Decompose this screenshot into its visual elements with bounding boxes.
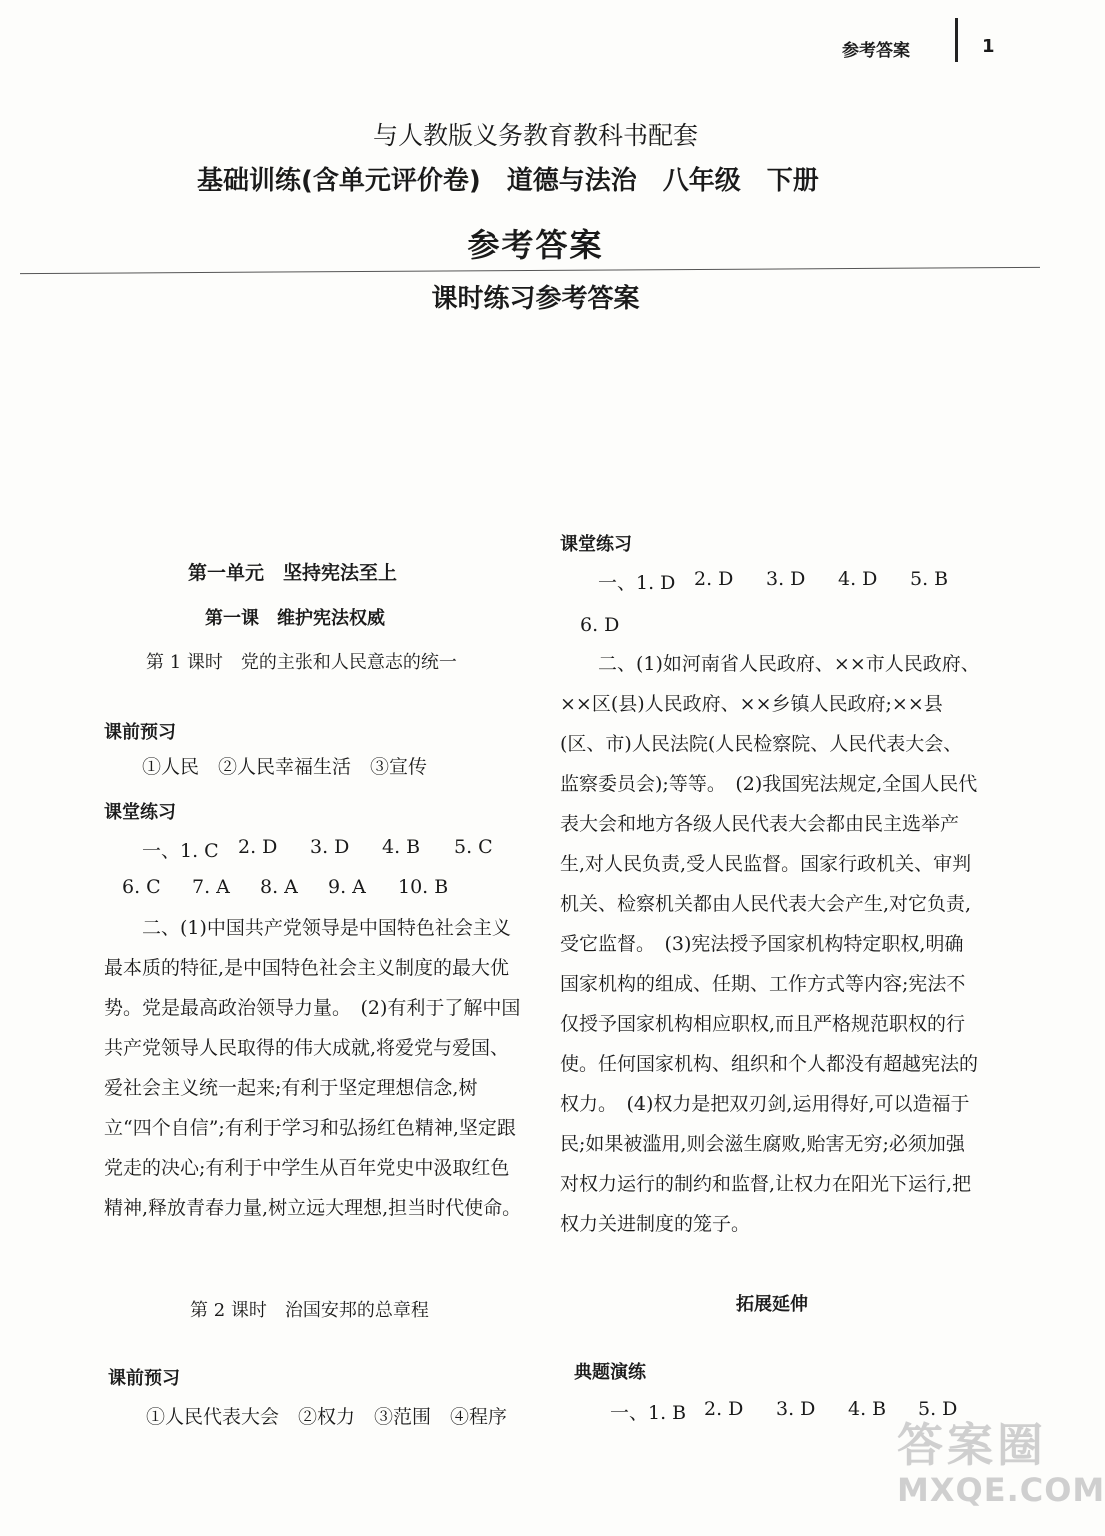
mc-answer: 5. D (918, 1398, 958, 1420)
mc-answer: 8. A (260, 876, 298, 898)
preview-answers: ①人民代表大会 ②权力 ③范围 ④程序 (146, 1406, 508, 1428)
mc-answer: 6. D (580, 614, 620, 636)
title-rule (20, 267, 1040, 274)
period-heading: 第 2 课时 治国安邦的总章程 (190, 1300, 429, 1321)
watermark-logo-text: 答案圈 (897, 1418, 1047, 1472)
short-answer-paragraph: 二、(1)中国共产党领导是中国特色社会主义最本质的特征,是中国特色社会主义制度的最大优势。党是最高政治领导力量。 (2)有利于了解中国共产党领导人民取得的伟大成就,将爱党与爱国、爱社会主义统一起来;有利于坚定理想信念,树立“四个自信”;有利于学习和弘扬红色精神,坚定跟党走的决心;有利于中学生从百年党史中汲取红色精神,释放青春力量,树立远大理想,担当时代使命。 (104, 917, 522, 1219)
preview-label: 课前预习 (108, 1368, 180, 1389)
class-practice-label: 课堂练习 (560, 534, 632, 555)
header-divider (955, 18, 958, 62)
extension-heading: 拓展延伸 (736, 1294, 808, 1315)
section-title: 课时练习参考答案 (431, 284, 640, 314)
period-heading: 第 1 课时 党的主张和人民意志的统一 (146, 652, 457, 673)
answers-title: 参考答案 (467, 226, 604, 264)
series-title: 与人教版义务教育教科书配套 (372, 121, 698, 150)
mc-answer: 2. D (704, 1398, 744, 1420)
watermark (897, 1418, 1105, 1509)
mc-answer: 6. C (122, 876, 161, 898)
mc-answer: 10. B (398, 876, 449, 898)
mc-answer: 4. B (848, 1398, 887, 1420)
mc-answer: 5. B (910, 568, 949, 590)
mc-answer: 4. B (382, 836, 421, 858)
preview-label: 课前预习 (104, 722, 176, 743)
mc-answer: 7. A (192, 876, 230, 898)
class-practice-label: 课堂练习 (104, 802, 176, 823)
mc-answer: 2. D (238, 836, 278, 858)
page-number: 1 (982, 36, 995, 57)
running-header: 参考答案 (842, 41, 910, 61)
unit-heading: 第一单元 坚持宪法至上 (188, 562, 398, 584)
typical-practice-label: 典题演练 (574, 1362, 646, 1383)
mc-answer: 3. D (766, 568, 806, 590)
mc-answer: 3. D (310, 836, 350, 858)
mc-answer: 3. D (776, 1398, 816, 1420)
book-title: 基础训练(含单元评价卷) 道德与法治 八年级 下册 (197, 166, 819, 196)
mc-answer: 9. A (328, 876, 366, 898)
preview-answers: ①人民 ②人民幸福生活 ③宣传 (142, 756, 428, 778)
mc-answer: 一、1. D (598, 572, 676, 594)
short-answer-paragraph: 二、(1)如河南省人民政府、××市人民政府、××区(县)人民政府、××乡镇人民政府;××县(区、市)人民法院(人民检察院、人民代表大会、监察委员会);等等。 (2)我国宪法规定,全国人民代表大会和地方各级人民代表大会都由民主选举产生,对人民负责,受人民监督。国家行政机关、审判机关、检察机关都由人民代表大会产生,对它负责,受它监督。 (3)宪法授予国家机构特定职权,明确国家机构的组成、任期、工作方式等内容;宪法不仅授予国家机构相应职权,而且严格规范职权的行使。任何国家机构、组织和个人都没有超越宪法的权力。 (4)权力是把双刃剑,运用得好,可以造福于民;如果被滥用,则会滋生腐败,贻害无穷;必须加强对权力运行的制约和监督,让权力在阳光下运行,把权力关进制度的笼子。 (560, 653, 980, 1235)
mc-answer: 2. D (694, 568, 734, 590)
lesson-heading: 第一课 维护宪法权威 (205, 608, 385, 629)
mc-answer: 4. D (838, 568, 878, 590)
mc-answer: 5. C (454, 836, 493, 858)
mc-answer: 一、1. C (142, 840, 219, 862)
mc-answer: 一、1. B (610, 1402, 687, 1424)
watermark-url: MXQE.COM (897, 1471, 1105, 1509)
